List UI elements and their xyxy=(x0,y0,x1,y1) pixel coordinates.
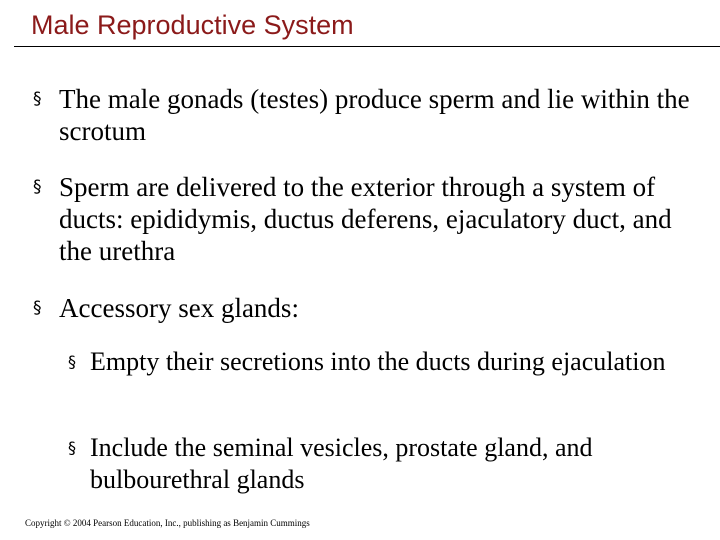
sub-bullet-item xyxy=(68,346,708,378)
bullet-text: Accessory sex glands: xyxy=(59,293,299,323)
bullet-icon: § xyxy=(68,438,76,457)
bullet-icon: § xyxy=(68,352,76,371)
sub-bullet-text: Include the seminal vesicles, prostate gland, and bulbourethral glands xyxy=(90,433,593,494)
title-divider xyxy=(14,46,720,47)
bullet-icon: § xyxy=(33,89,42,109)
slide-title: Male Reproductive System xyxy=(31,10,354,40)
sub-bullet-item xyxy=(68,432,708,496)
bullet-text: Sperm are delivered to the exterior through a system of ducts: epididymis, ductus deferens, ejaculatory duct, and the urethra xyxy=(59,172,672,266)
bullet-item xyxy=(33,83,703,147)
bullet-item xyxy=(33,292,703,324)
sub-bullet-text: Empty their secretions into the ducts during ejaculation xyxy=(90,347,666,376)
bullet-icon: § xyxy=(33,177,42,197)
bullet-text: The male gonads (testes) produce sperm and lie within the scrotum xyxy=(59,84,690,146)
bullet-item xyxy=(33,171,703,267)
copyright-footer: Copyright © 2004 Pearson Education, Inc., publishing as Benjamin Cummings xyxy=(25,518,310,528)
bullet-icon: § xyxy=(33,298,42,318)
